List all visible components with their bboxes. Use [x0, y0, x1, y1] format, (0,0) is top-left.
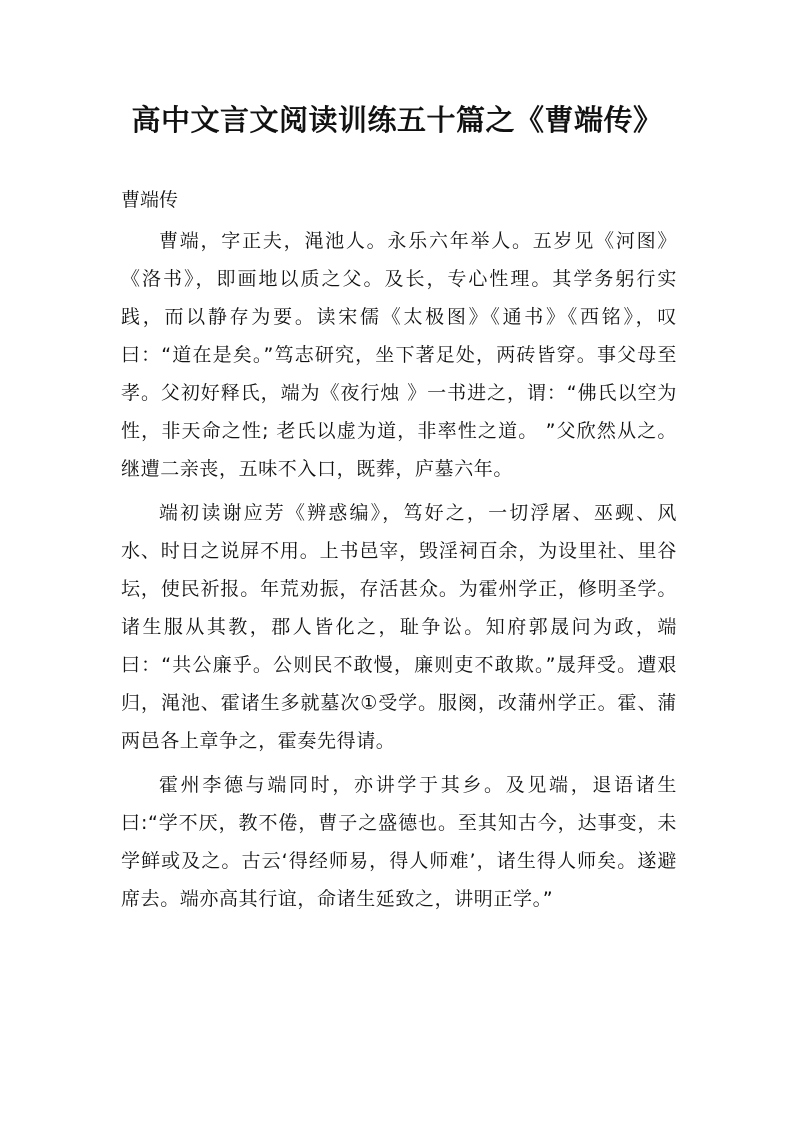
document-title: 高中文言文阅读训练五十篇之《曹端传》: [131, 103, 663, 137]
paragraph-2: 端初读谢应芳《辨惑编》，笃好之，一切浮屠、巫觋、风水、时日之说屏不用。上书邑宰，毁淫祠百余，为设里社、里谷坛，使民祈报。年荒劝振，存活甚众。为霍州学正，修明圣学。诸生服从其教，郡人皆化之，耻争讼。知府郭晟问为政，端曰：“共公廉乎。公则民不敢慢，廉则吏不敢欺。”晟拜受。遭艰归，渑池、霍诸生多就墓次①受学。服阕，改蒲州学正。霍、蒲两邑各上章争之，霍奏先得请。: [121, 502, 677, 752]
paragraph-1: 曹端，字正夫，渑池人。永乐六年举人。五岁见《河图》《洛书》，即画地以质之父。及长，专心性理。其学务躬行实践，而以静存为要。读宋儒《太极图》《通书》《西铭》，叹曰：“道在是矣。”笃志研究，坐下著足处，两砖皆穿。事父母至孝。父初好释氏，端为《夜行烛 》一书进之，谓：“佛氏以空为性，非天命之性; 老氏以虚为道，非率性之道。 ”父欣然从之。继遭二亲丧，五味不入口，既葬，庐墓六年。: [121, 230, 677, 480]
paragraph-3: 霍州李德与端同时，亦讲学于其乡。及见端，退语诸生曰:“学不厌，教不倦，曹子之盛德也。至其知古今，达事变，未学鲜或及之。古云‘得经师易，得人师难’，诸生得人师矣。遂避席去。端亦高其行谊，命诸生延致之，讲明正学。”: [121, 774, 677, 910]
section-title: 曹端传: [121, 189, 179, 211]
document-body: [121, 222, 677, 924]
